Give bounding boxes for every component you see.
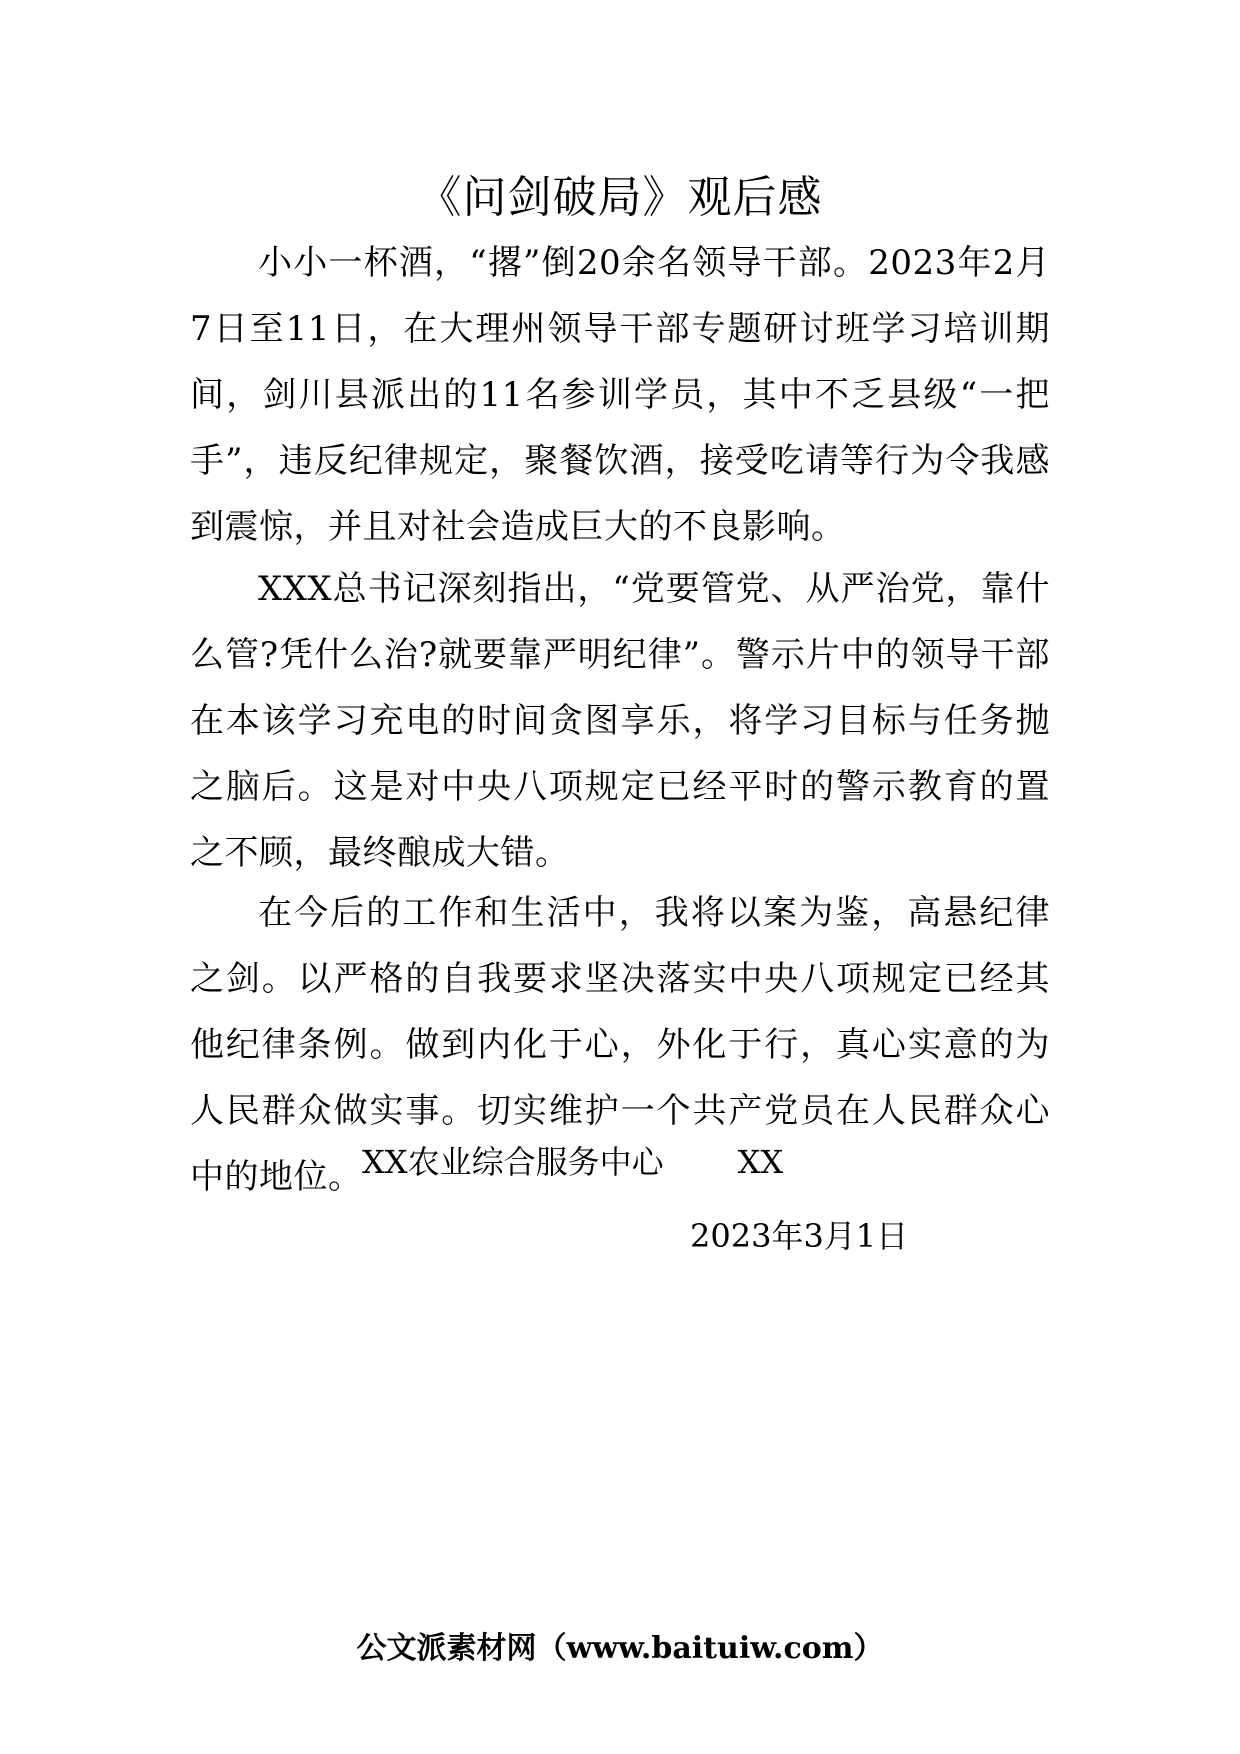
signature-line [362, 1134, 783, 1190]
signature-name: XX [737, 1143, 784, 1181]
paragraph-1: 小小一杯酒，“撂”倒20余名领导干部。2023年2月7日至11日，在大理州领导干部专题研讨班学习培训期间，剑川县派出的11名参训学员，其中不乏县级“一把手”，违反纪律规定，聚餐饮酒，接受吃请等行为令我感到震惊，并且对社会造成巨大的不良影响。 [190, 243, 1050, 547]
document-date: 2023年3月1日 [690, 1217, 909, 1255]
paragraph-2: XXX总书记深刻指出，“党要管党、从严治党，靠什么管?凭什么治?就要靠严明纪律”。警示片中的领导干部在本该学习充电的时间贪图享乐，将学习目标与任务抛之脑后。这是对中央八项规定已经平时的警示教育的置之不顾，最终酿成大错。 [190, 569, 1050, 873]
paragraph-3: 在今后的工作和生活中，我将以案为鉴，高悬纪律之剑。以严格的自我要求坚决落实中央八项规定已经其他纪律条例。做到内化于心，外化于行，真心实意的为人民群众做实事。切实维护一个共产党员在人民群众心中的地位。 [190, 893, 1050, 1197]
document-title: 《问剑破局》观后感 [417, 172, 823, 223]
footer-source: 公文派素材网（www.baituiw.com） [356, 1631, 884, 1666]
signature-organization: XX农业综合服务中心 [362, 1143, 664, 1181]
